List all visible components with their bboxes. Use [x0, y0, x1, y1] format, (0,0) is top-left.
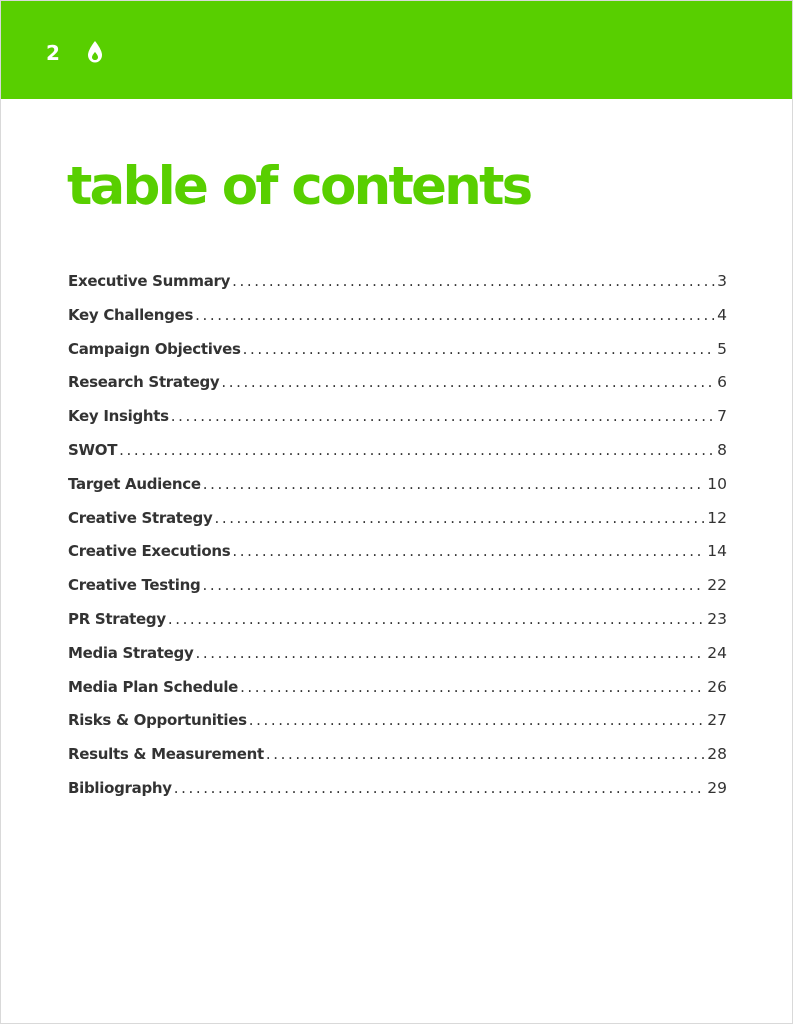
toc-leader-dots — [174, 776, 706, 800]
toc-entry[interactable] — [68, 573, 727, 607]
toc-entry[interactable] — [68, 675, 727, 709]
toc-entry-label: Bibliography — [68, 778, 172, 797]
toc-entry[interactable] — [68, 438, 727, 472]
drop-icon — [86, 40, 104, 64]
toc-entry-page: 6 — [717, 373, 727, 392]
toc-entry-page: 23 — [707, 609, 727, 628]
toc-entry-label: Media Plan Schedule — [68, 677, 239, 696]
toc-entry[interactable] — [68, 607, 727, 641]
toc-entry[interactable] — [68, 404, 727, 438]
toc-entry-label: Key Insights — [68, 407, 169, 426]
toc-entry-page: 28 — [707, 745, 727, 764]
toc-leader-dots — [266, 742, 705, 766]
toc-leader-dots — [232, 269, 715, 293]
toc-entry[interactable] — [68, 303, 727, 337]
toc-entry-page: 10 — [707, 474, 727, 493]
toc-leader-dots — [202, 573, 705, 597]
toc-leader-dots — [232, 539, 705, 563]
toc-leader-dots — [240, 675, 705, 699]
toc-entry-page: 27 — [707, 711, 727, 730]
toc-entry-page: 8 — [717, 440, 727, 459]
toc-entry-label: Results & Measurement — [68, 745, 264, 764]
toc-leader-dots — [249, 708, 706, 732]
toc-entry[interactable] — [68, 269, 727, 303]
page-title: table of contents — [67, 156, 531, 217]
toc-entry-label: Risks & Opportunities — [68, 711, 247, 730]
toc-entry[interactable] — [68, 472, 727, 506]
toc-entry[interactable] — [68, 370, 727, 404]
toc-entry-page: 4 — [717, 305, 727, 324]
toc-entry[interactable] — [68, 776, 727, 810]
page-number: 2 — [46, 41, 60, 65]
toc-entry-page: 12 — [707, 508, 727, 527]
toc-entry-page: 3 — [717, 272, 727, 290]
toc-entry[interactable] — [68, 506, 727, 540]
toc-leader-dots — [195, 641, 705, 665]
toc-leader-dots — [214, 506, 705, 530]
toc-entry-label: PR Strategy — [68, 609, 166, 628]
toc-entry-label: Creative Executions — [68, 542, 231, 561]
header-bar — [1, 1, 793, 99]
toc-entry-label: Campaign Objectives — [68, 339, 241, 358]
toc-entry-label: Research Strategy — [68, 373, 220, 392]
toc-entry-page: 29 — [707, 778, 727, 797]
toc-leader-dots — [171, 404, 715, 428]
toc-entry-page: 14 — [707, 542, 727, 561]
toc-entry[interactable] — [68, 641, 727, 675]
toc-entry-label: Creative Testing — [68, 576, 201, 595]
toc-entry-page: 24 — [707, 643, 727, 662]
toc-entry-page: 22 — [707, 576, 727, 595]
toc-entry-label: SWOT — [68, 440, 118, 459]
toc-entry-label: Creative Strategy — [68, 508, 213, 527]
toc-entry[interactable] — [68, 337, 727, 371]
toc-leader-dots — [195, 303, 715, 327]
toc-entry-page: 7 — [717, 407, 727, 426]
toc-leader-dots — [243, 337, 716, 361]
toc-entry-page: 26 — [707, 677, 727, 696]
toc-entry-label: Media Strategy — [68, 643, 194, 662]
toc-leader-dots — [168, 607, 705, 631]
toc-leader-dots — [221, 370, 715, 394]
toc-entry-page: 5 — [717, 339, 727, 358]
table-of-contents — [68, 269, 727, 810]
toc-entry[interactable] — [68, 708, 727, 742]
toc-entry[interactable] — [68, 539, 727, 573]
toc-entry[interactable] — [68, 742, 727, 776]
toc-entry-label: Target Audience — [68, 474, 201, 493]
toc-leader-dots — [119, 438, 715, 462]
toc-leader-dots — [203, 472, 706, 496]
toc-entry-label: Executive Summary — [68, 272, 231, 290]
toc-entry-label: Key Challenges — [68, 305, 194, 324]
